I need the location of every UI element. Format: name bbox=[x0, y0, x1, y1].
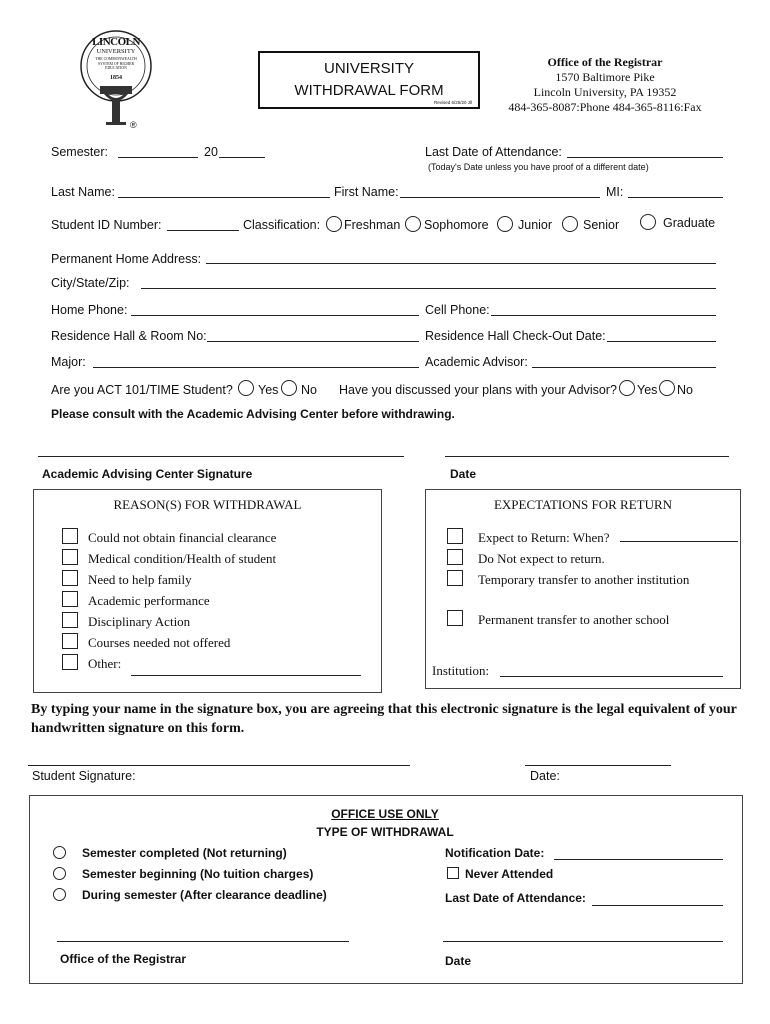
reason-checkbox-3[interactable] bbox=[62, 570, 78, 586]
radio-semester-completed[interactable] bbox=[53, 846, 66, 859]
senior-label: Senior bbox=[583, 218, 620, 232]
year-prefix: 20 bbox=[204, 145, 218, 159]
never-attended-label: Never Attended bbox=[465, 867, 554, 881]
notification-date-label: Notification Date: bbox=[445, 846, 545, 860]
reason-checkbox-2[interactable] bbox=[62, 549, 78, 565]
office-phone: 484-365-8087:Phone 484-365-8116:Fax bbox=[508, 100, 702, 114]
advising-date-label: Date bbox=[450, 467, 477, 481]
office-last-date-label: Last Date of Attendance: bbox=[445, 891, 586, 905]
act-question: Are you ACT 101/TIME Student? bbox=[51, 383, 233, 397]
office-use-title: OFFICE USE ONLY bbox=[331, 807, 439, 821]
office-address-1: 1570 Baltimore Pike bbox=[555, 70, 655, 84]
reason-checkbox-1[interactable] bbox=[62, 528, 78, 544]
advisor-question: Have you discussed your plans with your Advisor? bbox=[339, 383, 617, 397]
checkout-date-field[interactable] bbox=[607, 341, 716, 342]
reasons-box bbox=[33, 489, 382, 693]
home-address-label: Permanent Home Address: bbox=[51, 252, 202, 266]
never-attended-checkbox[interactable] bbox=[447, 867, 459, 879]
other-reason-field[interactable] bbox=[131, 675, 361, 676]
city-state-zip-field[interactable] bbox=[141, 288, 716, 289]
office-name: Office of the Registrar bbox=[547, 55, 663, 69]
expect-label-3: Temporary transfer to another institution bbox=[478, 572, 690, 587]
radio-sophomore[interactable] bbox=[405, 216, 421, 232]
cell-phone-field[interactable] bbox=[491, 315, 716, 316]
reason-label-2: Medical condition/Health of student bbox=[88, 551, 277, 566]
home-phone-field[interactable] bbox=[131, 315, 419, 316]
freshman-label: Freshman bbox=[344, 218, 401, 232]
office-header bbox=[500, 55, 710, 115]
radio-act-yes[interactable] bbox=[238, 380, 254, 396]
radio-senior[interactable] bbox=[562, 216, 578, 232]
title-box bbox=[258, 51, 480, 109]
major-field[interactable] bbox=[93, 367, 419, 368]
radio-semester-beginning[interactable] bbox=[53, 867, 66, 880]
student-date-label: Date: bbox=[530, 769, 560, 783]
major-label: Major: bbox=[51, 355, 86, 369]
advisor-yes-label: Yes bbox=[637, 383, 658, 397]
last-date-label: Last Date of Attendance: bbox=[425, 145, 562, 159]
advising-signature-field[interactable] bbox=[38, 456, 404, 457]
advising-signature-label: Academic Advising Center Signature bbox=[42, 467, 253, 481]
radio-act-no[interactable] bbox=[281, 380, 297, 396]
act-yes-label: Yes bbox=[258, 383, 279, 397]
reason-checkbox-5[interactable] bbox=[62, 612, 78, 628]
advisor-field[interactable] bbox=[532, 367, 716, 368]
expectations-header: EXPECTATIONS FOR RETURN bbox=[493, 497, 673, 512]
reasons-header: REASON(S) FOR WITHDRAWAL bbox=[113, 497, 302, 512]
institution-label: Institution: bbox=[432, 663, 490, 678]
institution-field[interactable] bbox=[500, 676, 723, 677]
legal-statement: By typing your name in the signature box, you are agreeing that this electronic signature is the legal equivalent of your handwritten signature on this form. bbox=[31, 702, 737, 736]
radio-advisor-yes[interactable] bbox=[619, 380, 635, 396]
expect-checkbox-4[interactable] bbox=[447, 610, 463, 626]
student-date-field[interactable] bbox=[525, 765, 671, 766]
registrar-date-label: Date bbox=[445, 954, 472, 968]
student-signature-field[interactable] bbox=[28, 765, 410, 766]
office-address-2: Lincoln University, PA 19352 bbox=[533, 85, 677, 99]
semester-field[interactable] bbox=[118, 157, 198, 158]
reason-label-4: Academic performance bbox=[88, 593, 210, 608]
title-line-1: UNIVERSITY bbox=[323, 60, 414, 77]
student-id-field[interactable] bbox=[167, 230, 239, 231]
city-state-zip-label: City/State/Zip: bbox=[51, 276, 130, 290]
last-name-field[interactable] bbox=[118, 197, 330, 198]
residence-hall-field[interactable] bbox=[207, 341, 419, 342]
radio-graduate[interactable] bbox=[640, 214, 656, 230]
first-name-label: First Name: bbox=[334, 185, 399, 199]
cell-phone-label: Cell Phone: bbox=[425, 303, 490, 317]
radio-junior[interactable] bbox=[497, 216, 513, 232]
notification-date-field[interactable] bbox=[554, 859, 723, 860]
semester-label: Semester: bbox=[51, 145, 108, 159]
expect-label-4: Permanent transfer to another school bbox=[478, 612, 670, 627]
title-line-2: WITHDRAWAL FORM bbox=[294, 82, 444, 99]
registrar-date-field[interactable] bbox=[443, 941, 723, 942]
reason-label-6: Courses needed not offered bbox=[88, 635, 231, 650]
checkout-date-label: Residence Hall Check-Out Date: bbox=[425, 329, 606, 343]
student-signature-label: Student Signature: bbox=[32, 769, 136, 783]
registered-mark: ® bbox=[130, 120, 137, 130]
radio-during-semester[interactable] bbox=[53, 888, 66, 901]
reason-checkbox-4[interactable] bbox=[62, 591, 78, 607]
withdrawal-type-title: TYPE OF WITHDRAWAL bbox=[316, 825, 454, 839]
student-id-label: Student ID Number: bbox=[51, 218, 162, 232]
radio-freshman[interactable] bbox=[326, 216, 342, 232]
semester-beginning-label: Semester beginning (No tuition charges) bbox=[82, 867, 314, 881]
semester-completed-label: Semester completed (Not returning) bbox=[82, 846, 287, 860]
home-address-field[interactable] bbox=[206, 263, 716, 264]
expect-checkbox-1[interactable] bbox=[447, 528, 463, 544]
advisor-label: Academic Advisor: bbox=[425, 355, 528, 369]
university-logo bbox=[78, 28, 154, 128]
sophomore-label: Sophomore bbox=[424, 218, 489, 232]
logo-founded: 1854 bbox=[110, 75, 122, 81]
reason-label-7: Other: bbox=[88, 656, 122, 671]
first-name-field[interactable] bbox=[400, 197, 600, 198]
act-no-label: No bbox=[301, 383, 317, 397]
advisor-no-label: No bbox=[677, 383, 693, 397]
logo-name-bottom: UNIVERSITY bbox=[96, 48, 136, 55]
mi-label: MI: bbox=[606, 185, 624, 199]
expect-checkbox-2[interactable] bbox=[447, 549, 463, 565]
home-phone-label: Home Phone: bbox=[51, 303, 128, 317]
junior-label: Junior bbox=[518, 218, 553, 232]
residence-hall-label: Residence Hall & Room No: bbox=[51, 329, 207, 343]
registrar-signature-field[interactable] bbox=[57, 941, 349, 942]
consult-notice: Please consult with the Academic Advising Center before withdrawing. bbox=[51, 407, 455, 421]
classification-label: Classification: bbox=[243, 218, 321, 232]
reason-label-3: Need to help family bbox=[88, 572, 192, 587]
revised-note: Revised 6/25/20 Jll bbox=[433, 100, 472, 105]
reason-checkbox-6[interactable] bbox=[62, 633, 78, 649]
logo-motto: THE COMMONWEALTH SYSTEM OF HIGHER EDUCATION bbox=[95, 57, 137, 70]
expectations-box bbox=[425, 489, 741, 689]
expect-checkbox-3[interactable] bbox=[447, 570, 463, 586]
logo-name-top: LINCOLN bbox=[92, 36, 140, 48]
expect-label-2: Do Not expect to return. bbox=[478, 551, 605, 566]
reason-checkbox-7[interactable] bbox=[62, 654, 78, 670]
during-semester-label: During semester (After clearance deadline) bbox=[82, 888, 327, 902]
registrar-label: Office of the Registrar bbox=[60, 952, 187, 966]
year-field[interactable] bbox=[219, 157, 265, 158]
last-name-label: Last Name: bbox=[51, 185, 115, 199]
radio-advisor-no[interactable] bbox=[659, 380, 675, 396]
office-last-date-field[interactable] bbox=[592, 905, 723, 906]
graduate-label: Graduate bbox=[663, 216, 716, 230]
reason-label-5: Disciplinary Action bbox=[88, 614, 191, 629]
mi-field[interactable] bbox=[628, 197, 723, 198]
advising-date-field[interactable] bbox=[445, 456, 729, 457]
last-date-note: (Today's Date unless you have proof of a different date) bbox=[428, 162, 649, 172]
last-date-field[interactable] bbox=[567, 157, 723, 158]
expect-return-when-field[interactable] bbox=[620, 541, 738, 542]
reason-label-1: Could not obtain financial clearance bbox=[88, 530, 277, 545]
expect-label-1: Expect to Return: When? bbox=[478, 530, 610, 545]
